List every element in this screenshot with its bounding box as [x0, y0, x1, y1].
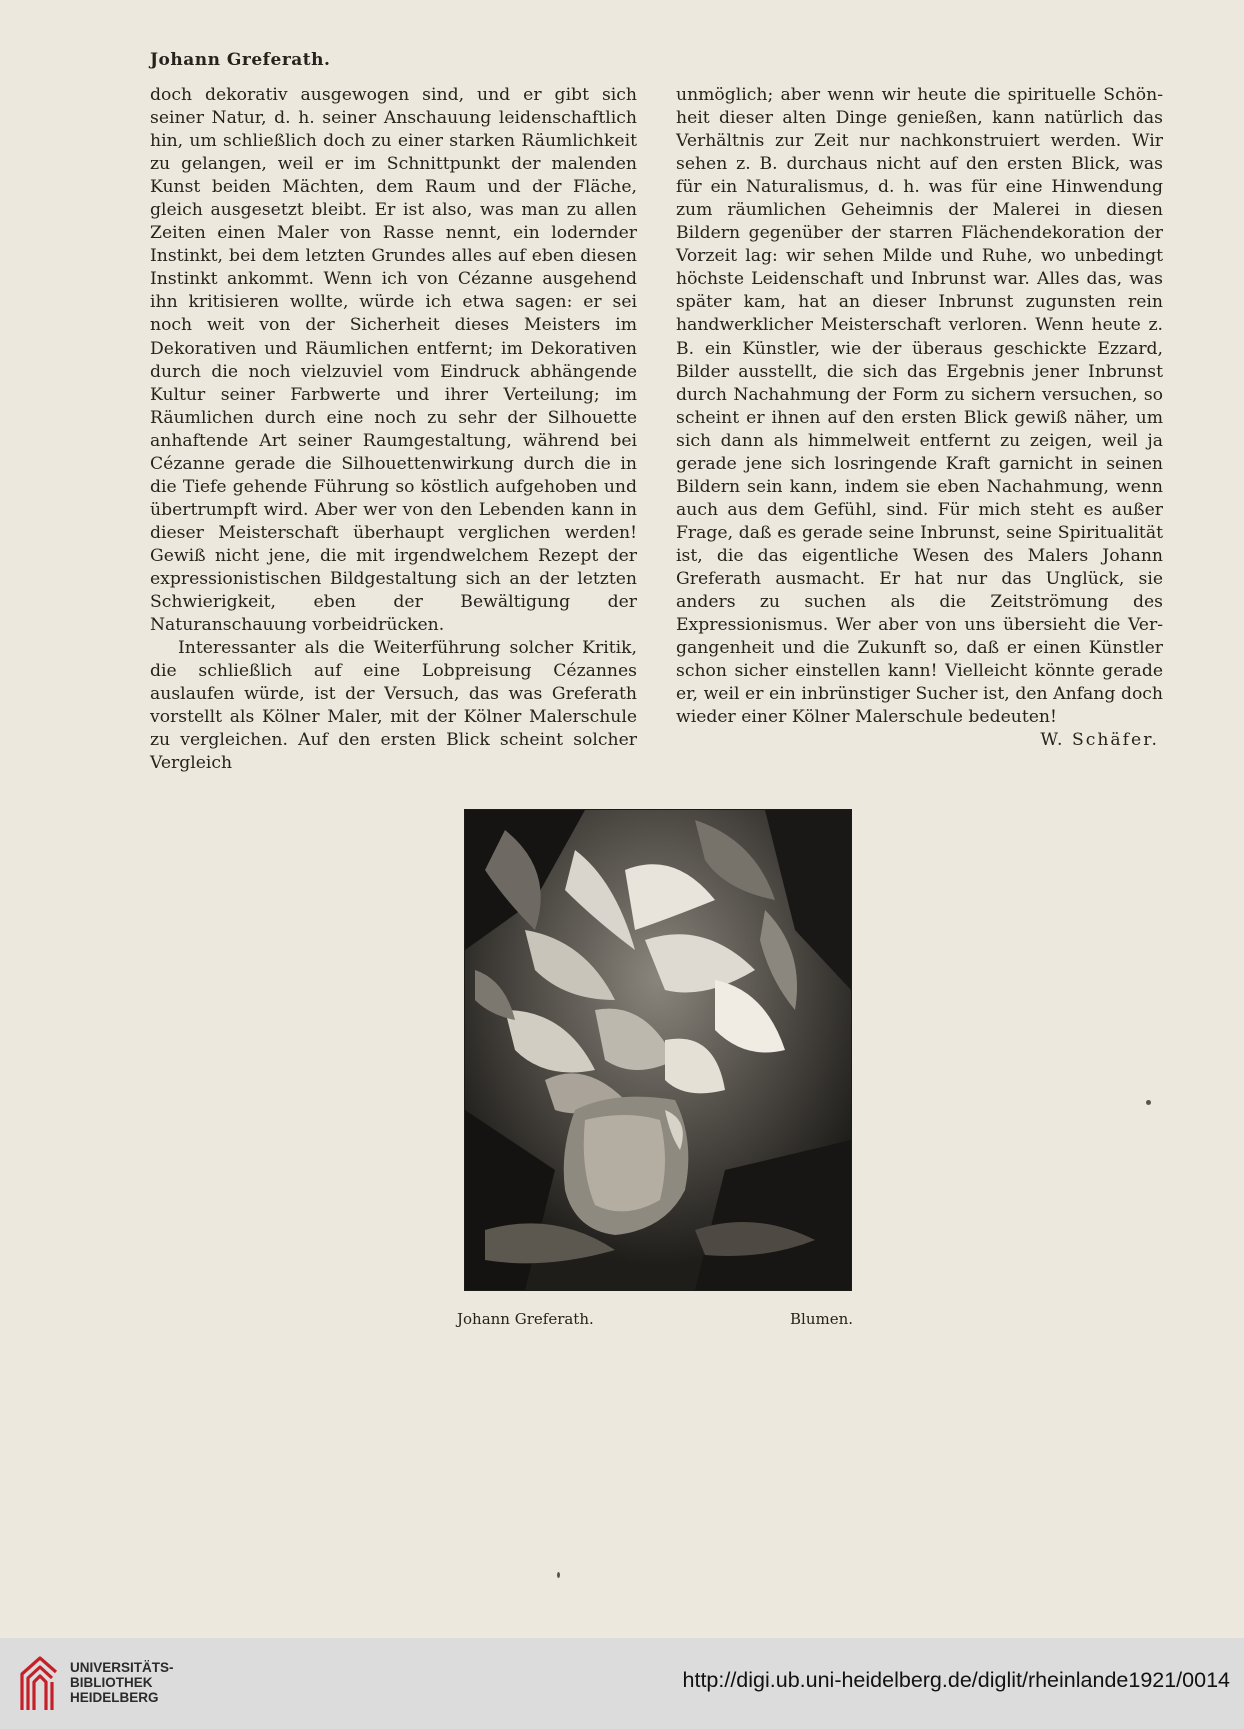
paper-speck: [557, 1572, 560, 1578]
running-head: Johann Greferath.: [150, 50, 331, 70]
viewer-footer: [0, 1638, 1244, 1729]
library-line-1: UNIVERSITÄTS-: [70, 1660, 174, 1675]
logo-strokes: [22, 1658, 56, 1710]
left-text-column: [150, 84, 637, 775]
university-library-logo-icon: [16, 1652, 62, 1714]
document-url-link[interactable]: http://digi.ub.uni-heidelberg.de/diglit/rheinlande1921/0014: [682, 1668, 1230, 1692]
figure-caption-title: Blumen.: [790, 1310, 854, 1328]
left-paragraph-1: doch dekorativ ausgewogen sind, und er gibt sich seiner Natur, d. h. seiner Anschauung leidenschaftlich hin, um schließlich doch zu einer starken Räumlichkeit zu gelangen, weil er im Schnittpunkt der malenden Kunst beiden Mächten, dem Raum und der Fläche, gleich ausgesetzt bleibt. Er ist also, was man zu allen Zeiten einen Maler von Rasse nennt, ein lodernder Instinkt, bei dem letzten Grundes alles auf eben diesen Instinkt ankommt. Wenn ich von Cézanne ausgehend ihn kritisieren wollte, würde ich etwa sagen: er sei noch weit von der Sicherheit dieses Meisters im Dekorativen und Räumlichen entfernt; im Dekorativen durch die noch vielzuviel vom Eindruck abhängende Kultur seiner Farbwerte und ihrer Verteilung; im Räumlichen durch eine noch zu sehr der Silhouette anhaftende Art seiner Raumgestaltung, während bei Cézanne gerade die Silhouettenwirkung durch die in die Tiefe gehende Führung so köstlich aufgehoben und übertrumpft wird. Aber wer von den Lebenden kann in dieser Meisterschaft überhaupt verglichen werden! Gewiß nicht jene, die mit irgendwelchem Rezept der expressionistischen Bildgestaltung sich an der letzten Schwierigkeit, eben der Bewältigung der Naturanschauung vorbeidrücken.: [150, 85, 637, 636]
author-signature: W. Schäfer.: [1040, 730, 1159, 751]
left-paragraph-2: Interessanter als die Weiterführung solcher Kritik, die schließlich auf eine Lobpreisung Cézannes auslaufen würde, ist der Versuch, das was Greferath vorstellt als Kölner Maler, mit der Kölner Malerschule zu vergleichen. Auf den ersten Blick scheint solcher Vergleich: [150, 638, 637, 774]
library-name: [70, 1660, 174, 1705]
library-line-3: HEIDELBERG: [70, 1690, 159, 1705]
figure-caption-artist: Johann Greferath.: [457, 1310, 594, 1328]
right-paragraph-1: unmöglich; aber wenn wir heute die spirituelle Schönheit dieser alten Dinge genießen, kann natürlich das Verhältnis zur Zeit nur nachkonstruiert werden. Wir sehen z. B. durchaus nicht auf den ersten Blick, was für ein Naturalismus, d. h. was für eine Hinwendung zum räumlichen Geheimnis der Malerei in diesen Bildern gegenüber der starren Flächendekoration der Vorzeit lag: wir sehen Milde und Ruhe, wo unbedingt höchste Leidenschaft und Inbrunst war. Alles das, was später kam, hat an dieser Inbrunst zugunsten rein handwerklicher Meisterschaft verloren. Wenn heute z. B. ein Künstler, wie der überaus geschickte Ezzard, Bilder ausstellt, die sich das Ergebnis jener Inbrunst durch Nachahmung der Form zu sichern versuchen, so scheint er ihnen auf den ersten Blick gewiß näher, um sich dann als himmelweit entfernt zu zeigen, weil ja gerade jene sich losringende Kraft garnicht in seinen Bildern sein kann, indem sie eben Nachahmung, wenn auch aus dem Gefühl, sind. Für mich steht es außer Frage, daß es gerade seine Inbrunst, seine Spiritualität ist, die das eigentliche Wesen des Malers Johann Greferath ausmacht. Er hat nur das Unglück, sie anders zu suchen als die Zeitströmung des Expressionismus. Wer aber von uns übersieht die Vergangenheit und die Zukunft so, daß er einen Künstler schon sicher einstellen kann! Vielleicht könnte gerade er, weil er ein inbrünstiger Sucher ist, den Anfang doch wieder einer Kölner Malerschule bedeuten!: [676, 85, 1163, 728]
flower-painting-image: [465, 810, 851, 1290]
library-line-2: BIBLIOTHEK: [70, 1675, 153, 1690]
right-text-column: [676, 84, 1163, 752]
paper-speck: [1146, 1100, 1151, 1105]
